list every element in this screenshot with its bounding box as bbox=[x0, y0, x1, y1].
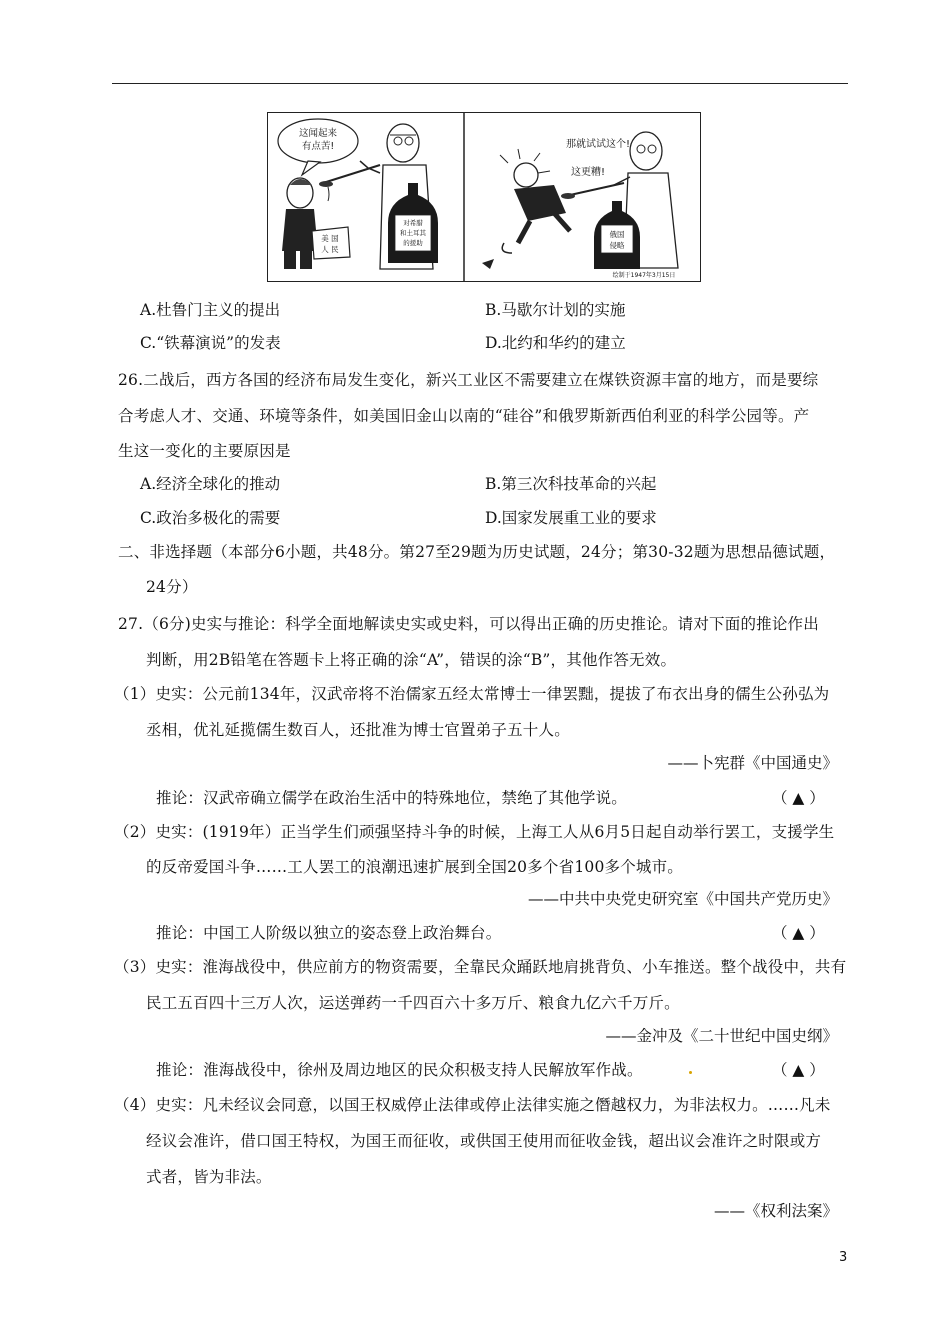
cartoon-bubble-left-2: 有点苦! bbox=[301, 141, 335, 152]
svg-text:的援助: 的援助 bbox=[403, 239, 423, 247]
section2-heading-2: 24分） bbox=[146, 578, 198, 596]
q27-item2-fact-1: （2）史实：(1919年）正当学生们顽强坚持斗争的时候，上海工人从6月5日起自动举行罢工，支援学生 bbox=[114, 823, 835, 841]
q27-item1-source: ——卜宪群《中国通史》 bbox=[667, 754, 838, 772]
svg-text:对希腊: 对希腊 bbox=[403, 219, 423, 227]
cartoon-right-panel bbox=[482, 132, 678, 279]
q27-item3-inference: 推论：淮海战役中，徐州及周边地区的民众积极支持人民解放军作战。 bbox=[156, 1061, 643, 1079]
q27-item2-fact-2: 的反帝爱国斗争……工人罢工的浪潮迅速扩展到全国20多个省100多个城市。 bbox=[146, 858, 684, 876]
q26-line-1: 26.二战后，西方各国的经济布局发生变化，新兴工业区不需要建立在煤铁资源丰富的地方，而是要综 bbox=[118, 371, 819, 389]
svg-text:俄国: 俄国 bbox=[609, 230, 625, 239]
cartoon-bubble-right-1: 那就试试这个! bbox=[565, 139, 631, 150]
q27-item3-source: ——金冲及《二十世纪中国史纲》 bbox=[605, 1027, 838, 1045]
q27-item4-fact-1: （4）史实：凡未经议会同意，以国王权威停止法律或停止法律实施之僭越权力，为非法权力。……凡未 bbox=[114, 1096, 831, 1114]
q26-option-d: D.国家发展重工业的要求 bbox=[485, 509, 657, 527]
cartoon-caption: 绘制于1947年3月15日 bbox=[612, 272, 676, 279]
q27-item2-source: ——中共中央党史研究室《中国共产党历史》 bbox=[527, 890, 838, 908]
q27-item4-fact-3: 式者，皆为非法。 bbox=[146, 1168, 272, 1186]
svg-text:侵略: 侵略 bbox=[609, 241, 625, 250]
q27-item4-source: ——《权利法案》 bbox=[713, 1202, 838, 1220]
q27-item3-fact-2: 民工五百四十三万人次，运送弹药一千四百六十多万斤、粮食九亿六千万斤。 bbox=[146, 994, 680, 1012]
page-number: 3 bbox=[839, 1250, 848, 1265]
q25-option-b: B.马歇尔计划的实施 bbox=[485, 301, 626, 319]
q27-item3-fact-1: （3）史实：淮海战役中，供应前方的物资需要，全靠民众踊跃地肩挑背负、小车推送。整个战役中，共有 bbox=[114, 958, 847, 976]
q25-option-d: D.北约和华约的建立 bbox=[485, 334, 626, 352]
q27-item4-fact-2: 经议会准许，借口国王特权，为国王而征收，或供国王使用而征收金钱，超出议会准许之时限或方 bbox=[146, 1132, 822, 1150]
q26-option-c: C.政治多极化的需要 bbox=[140, 509, 281, 527]
svg-text:美 国: 美 国 bbox=[321, 234, 339, 243]
header-rule bbox=[112, 83, 848, 84]
stray-dot bbox=[689, 1071, 692, 1074]
svg-text:人 民: 人 民 bbox=[321, 245, 339, 254]
svg-text:和土耳其: 和土耳其 bbox=[400, 229, 426, 237]
cartoon-bubble-left-1: 这闻起来 bbox=[298, 128, 338, 139]
q27-item1-inference: 推论：汉武帝确立儒学在政治生活中的特殊地位，禁绝了其他学说。 bbox=[156, 789, 628, 807]
q27-item3-answer-mark: （ ▲ ） bbox=[772, 1061, 825, 1079]
q27-item2-answer-mark: （ ▲ ） bbox=[772, 924, 825, 942]
q26-line-2: 合考虑人才、交通、环境等条件，如美国旧金山以南的“硅谷”和俄罗斯新西伯利亚的科学公园等。产 bbox=[118, 407, 810, 425]
q25-option-c: C.“铁幕演说”的发表 bbox=[140, 334, 281, 352]
section2-heading-1: 二、非选择题（本部分6小题，共48分。第27至29题为历史试题，24分；第30-32题为思想品德试题， bbox=[118, 543, 836, 561]
q27-item1-fact-2: 丞相，优礼延揽儒生数百人，还批准为博士官置弟子五十人。 bbox=[146, 721, 570, 739]
political-cartoon bbox=[267, 112, 701, 282]
q26-option-a: A.经济全球化的推动 bbox=[140, 475, 281, 493]
q26-option-b: B.第三次科技革命的兴起 bbox=[485, 475, 657, 493]
q26-line-3: 生这一变化的主要原因是 bbox=[118, 442, 291, 460]
cartoon-left-panel bbox=[278, 119, 438, 269]
tall-man-head bbox=[387, 124, 419, 162]
q27-intro-1: 27.（6分)史实与推论：科学全面地解读史实或史料，可以得出正确的历史推论。请对下面的推论作出 bbox=[118, 615, 819, 633]
q27-item2-inference: 推论：中国工人阶级以独立的姿态登上政治舞台。 bbox=[156, 924, 502, 942]
q27-item1-answer-mark: （ ▲ ） bbox=[772, 789, 825, 807]
q27-item1-fact-1: （1）史实：公元前134年，汉武帝将不治儒家五经太常博士一律罢黜，提拔了布衣出身的儒生公孙弘为 bbox=[114, 685, 830, 703]
q27-intro-2: 判断，用2B铅笔在答题卡上将正确的涂“A”，错误的涂“B”，其他作答无效。 bbox=[146, 651, 677, 669]
cartoon-bubble-right-2: 这更糟! bbox=[570, 167, 606, 178]
q25-option-a: A.杜鲁门主义的提出 bbox=[140, 301, 281, 319]
